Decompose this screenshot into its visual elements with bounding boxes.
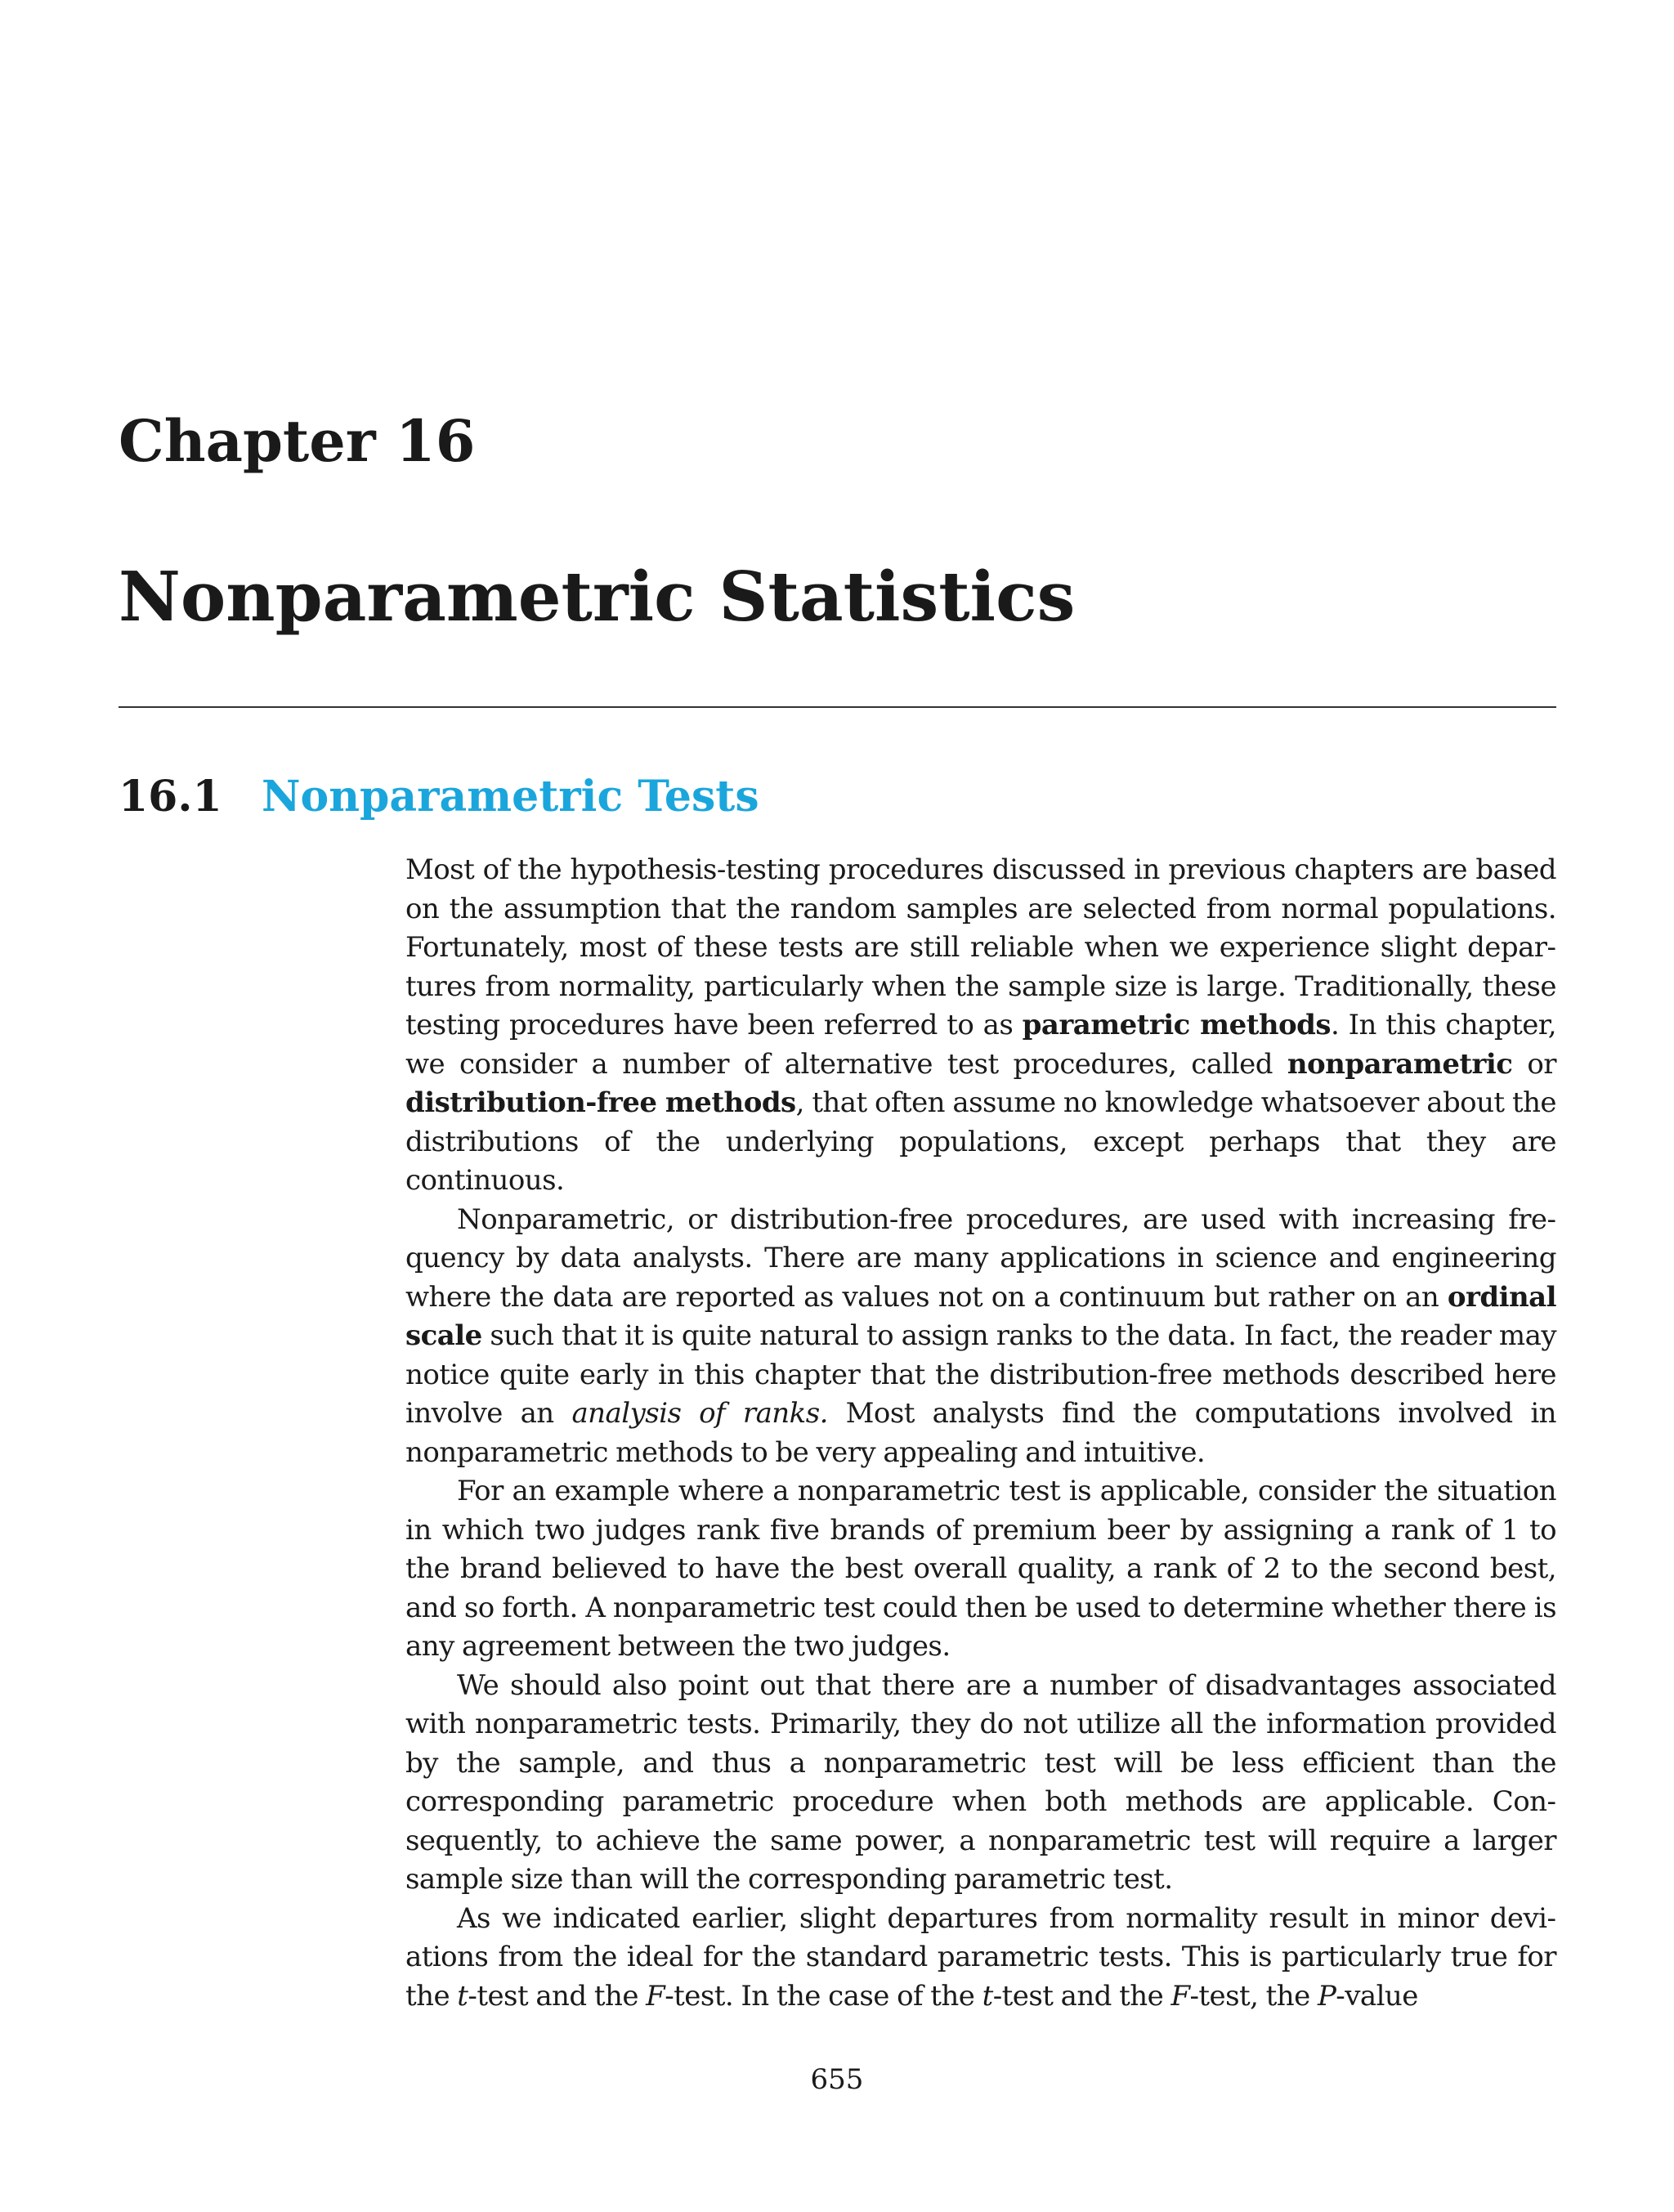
body-text	[405, 851, 1556, 2016]
text-run: , that often assume no knowledge whatsoever about the distributions of the underlying populations, except perhaps that they are continuous.	[405, 1086, 1556, 1197]
text-run: such that it is quite natural to assign ranks to the data. In fact, the reader may notice quite early in this chapter that the distribution-free methods described here involve an	[405, 1319, 1556, 1430]
section-heading	[119, 772, 759, 822]
paragraph	[405, 1667, 1556, 1900]
text-run: -test and the	[992, 1979, 1171, 2013]
section-number: 16.1	[119, 772, 222, 822]
text-run: Nonparametric, or distribution-free procedures, are used with increasing frequency by data analysts. There are many applications in science and engineering where the data are reported as values not on a continuum but rather on an	[405, 1202, 1556, 1314]
text-run: -test and the	[468, 1979, 647, 2013]
math-symbol: P	[1317, 1979, 1336, 2013]
math-symbol: t	[457, 1979, 468, 2013]
text-run: -value	[1336, 1979, 1418, 2013]
math-symbol: F	[1170, 1979, 1190, 2013]
italic-term: analysis of ranks.	[571, 1397, 828, 1430]
paragraph	[405, 1900, 1556, 2017]
text-run: For an example where a nonparametric test is applicable, consider the situation in which two judges rank five brands of premium beer by assigning a rank of 1 to the brand believed to have the best overall quality, a rank of 2 to the second best, and so forth. A nonparametric test could then be used to determine whether there is any agreement between the two judges.	[405, 1475, 1556, 1663]
math-symbol: F	[646, 1979, 665, 2013]
section-title: Nonparametric Tests	[262, 772, 759, 822]
text-run: -test. In the case of the	[665, 1979, 982, 2013]
text-run: Most of the hypothesis-testing procedures discussed in previous chapters are based on the assumption that the random samples are selected from normal populations. Fortunately, most of these tests are still reliable when we experience slight departures from normality, particularly when the sample size is large. Traditionally, these testing procedures have been referred to as	[405, 853, 1556, 1041]
paragraph	[405, 1201, 1556, 1473]
bold-term: parametric methods	[1022, 1009, 1331, 1041]
text-run: -test, the	[1189, 1979, 1318, 2013]
chapter-label: Chapter 16	[119, 407, 476, 475]
title-rule	[119, 706, 1556, 708]
text-run: We should also point out that there are a number of disadvantages associated with nonparametric tests. Primarily, they do not utilize all the information provided by the sample, and thus a nonparametric test will be less efficient than the corresponding parametric procedure when both methods are applicable. Consequently, to achieve the same power, a nonparametric test will require a larger sample size than will the corresponding parametric test.	[405, 1668, 1556, 1896]
bold-term: ordinal scale	[405, 1280, 1556, 1352]
text-run: Most analysts find the computations involved in nonparametric methods to be very appealing and intuitive.	[405, 1397, 1556, 1469]
page-number: 655	[810, 2063, 864, 2096]
chapter-title: Nonparametric Statistics	[119, 557, 1076, 637]
bold-term: distribution-free methods	[405, 1086, 796, 1119]
paragraph	[405, 851, 1556, 1201]
math-symbol: t	[982, 1979, 993, 2013]
text-run: or	[1512, 1047, 1556, 1081]
paragraph	[405, 1472, 1556, 1667]
text-run: As we indicated earlier, slight departures from normality result in minor deviations from the ideal for the standard parametric tests. This is particularly true for the	[405, 1901, 1556, 2013]
text-run: . In this chapter, we consider a number of alternative test procedures, called	[405, 1009, 1556, 1081]
bold-term: nonparametric	[1287, 1047, 1513, 1081]
